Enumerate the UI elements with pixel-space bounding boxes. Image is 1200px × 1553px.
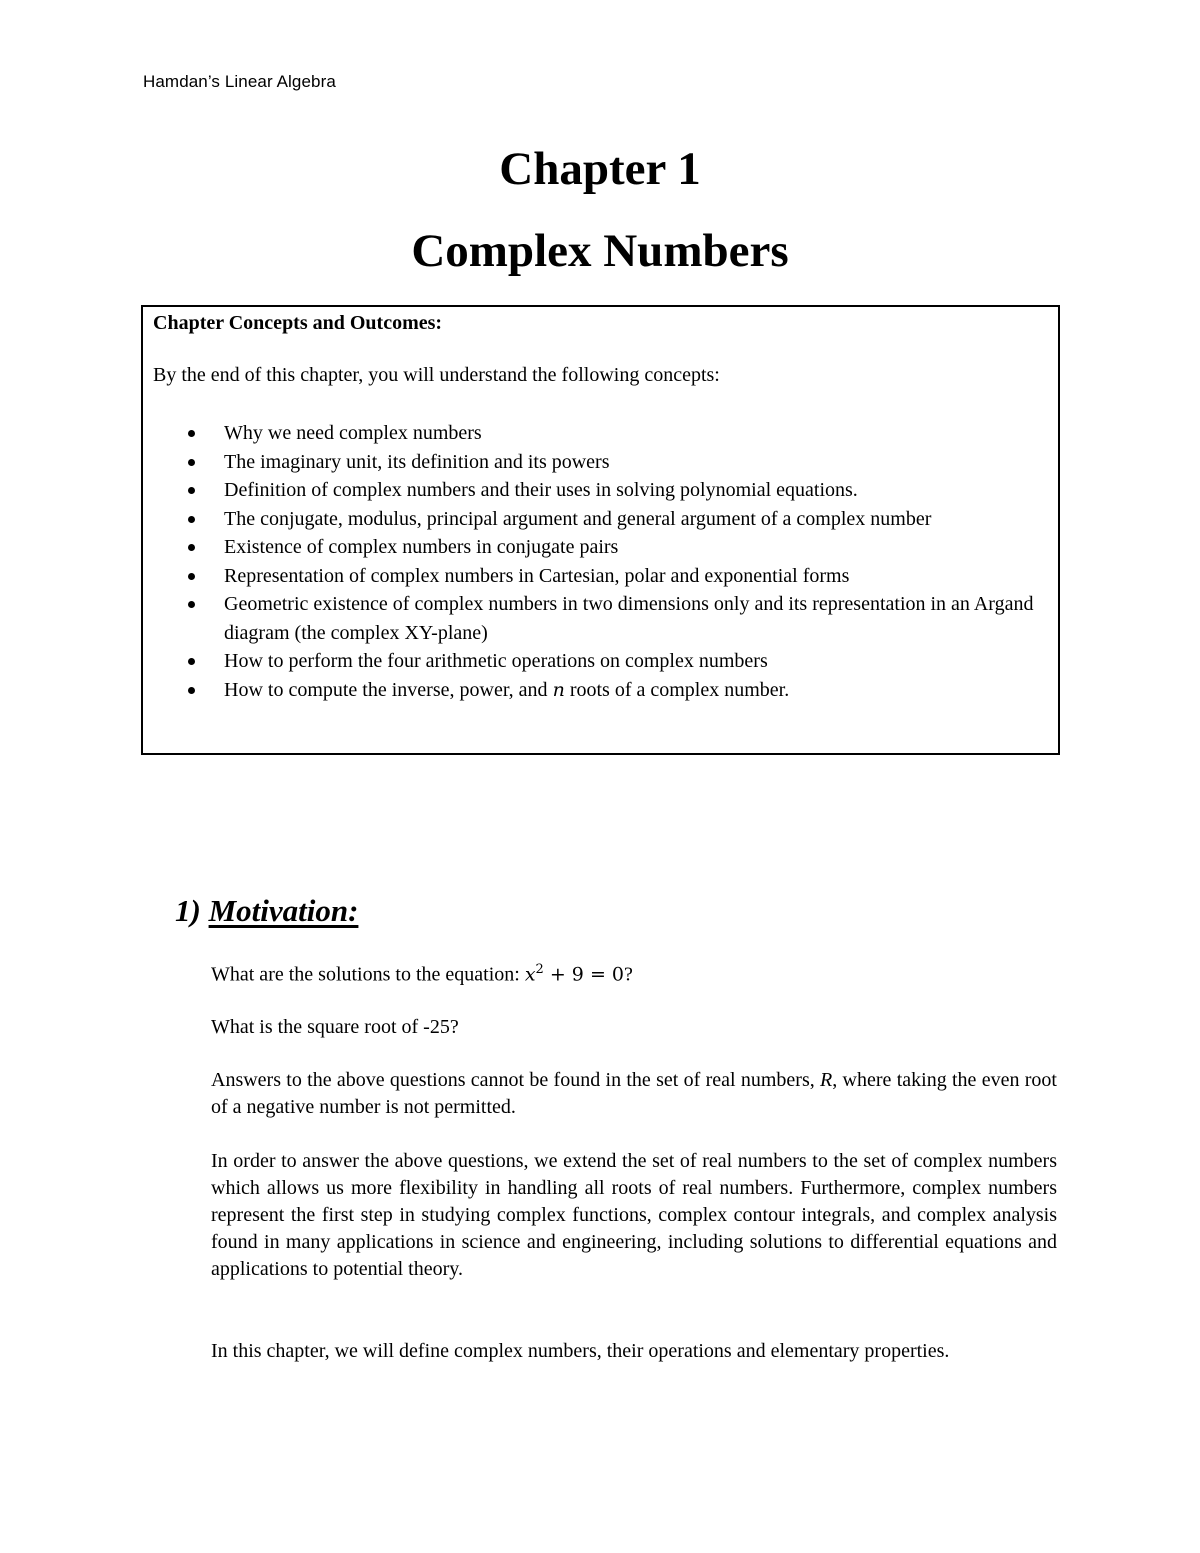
- concept-item: [153, 647, 1053, 676]
- concept-item: [153, 505, 1053, 534]
- concept-item: [153, 476, 1053, 505]
- concept-text: Representation of complex numbers in Cartesian, polar and exponential forms: [224, 564, 850, 587]
- paragraph-real-numbers: [211, 1067, 1057, 1121]
- concept-text: Existence of complex numbers in conjugate pairs: [224, 536, 619, 558]
- question-square-root: What is the square root of -25?: [211, 1016, 459, 1038]
- chapter-outcomes-box: [141, 305, 1060, 755]
- bullet-icon: [188, 658, 195, 665]
- concept-text-before: How to compute the inverse, power, and: [224, 678, 553, 701]
- concept-text: Definition of complex numbers and their uses in solving polynomial equations.: [224, 479, 858, 501]
- math-exponent: 2: [535, 962, 544, 977]
- question-equation: [211, 956, 1057, 989]
- section-number: 1): [175, 893, 201, 928]
- concept-text: How to perform the four arithmetic operations on complex numbers: [224, 650, 768, 672]
- bullet-icon: [188, 687, 195, 694]
- bullet-icon: [188, 544, 195, 551]
- concept-item: [153, 676, 1053, 705]
- question-end: ?: [624, 963, 633, 986]
- outcomes-intro: By the end of this chapter, you will understand the following concepts:: [153, 364, 720, 386]
- outcomes-heading: Chapter Concepts and Outcomes:: [153, 312, 443, 334]
- concept-item: [153, 419, 1053, 448]
- concept-item: [153, 590, 1053, 647]
- bullet-icon: [188, 516, 195, 523]
- concept-text: The conjugate, modulus, principal argument and general argument of a complex number: [224, 507, 932, 530]
- concept-item: [153, 533, 1053, 562]
- bullet-icon: [188, 573, 195, 580]
- running-header: Hamdan’s Linear Algebra: [143, 72, 336, 91]
- paragraph-text-after: , where taking the even root of a negative number is not permitted.: [211, 1069, 1057, 1118]
- paragraph-text-before: Answers to the above questions cannot be found in the set of real numbers,: [211, 1069, 821, 1091]
- concept-text: Geometric existence of complex numbers in two dimensions only and its representation in an Argand diagram (the complex XY-plane): [224, 593, 1034, 644]
- concept-text: The imaginary unit, its definition and its powers: [224, 450, 610, 473]
- concept-text-after: roots of a complex number.: [564, 678, 790, 701]
- math-variable: n: [552, 678, 565, 701]
- section-title: Motivation:: [208, 893, 359, 928]
- bullet-icon: [188, 430, 195, 437]
- chapter-number: Chapter 1: [499, 143, 701, 195]
- concept-item: [153, 448, 1053, 477]
- paragraph-chapter-scope: In this chapter, we will define complex numbers, their operations and elementary properties.: [211, 1340, 950, 1362]
- section-heading: [175, 893, 358, 929]
- concept-text: Why we need complex numbers: [224, 422, 482, 444]
- question-text: What are the solutions to the equation:: [211, 963, 525, 986]
- math-expression: + 9 = 0: [543, 963, 624, 986]
- concept-item: [153, 562, 1053, 591]
- paragraph-extension: In order to answer the above questions, we extend the set of real numbers to the set of complex numbers which allows us more flexibility in handling all roots of real numbers. Furthermore, complex numbers represent the first step in studying complex functions, complex contour integrals, and complex analysis found in many applications in science and engineering, including solutions to differential equations and applications to potential theory.: [211, 1150, 1057, 1280]
- bullet-icon: [188, 459, 195, 466]
- bullet-icon: [188, 601, 195, 608]
- chapter-title: Complex Numbers: [411, 225, 789, 277]
- concept-list: [153, 419, 1053, 704]
- math-variable: x: [524, 963, 536, 986]
- real-set-symbol: R: [820, 1069, 833, 1091]
- bullet-icon: [188, 487, 195, 494]
